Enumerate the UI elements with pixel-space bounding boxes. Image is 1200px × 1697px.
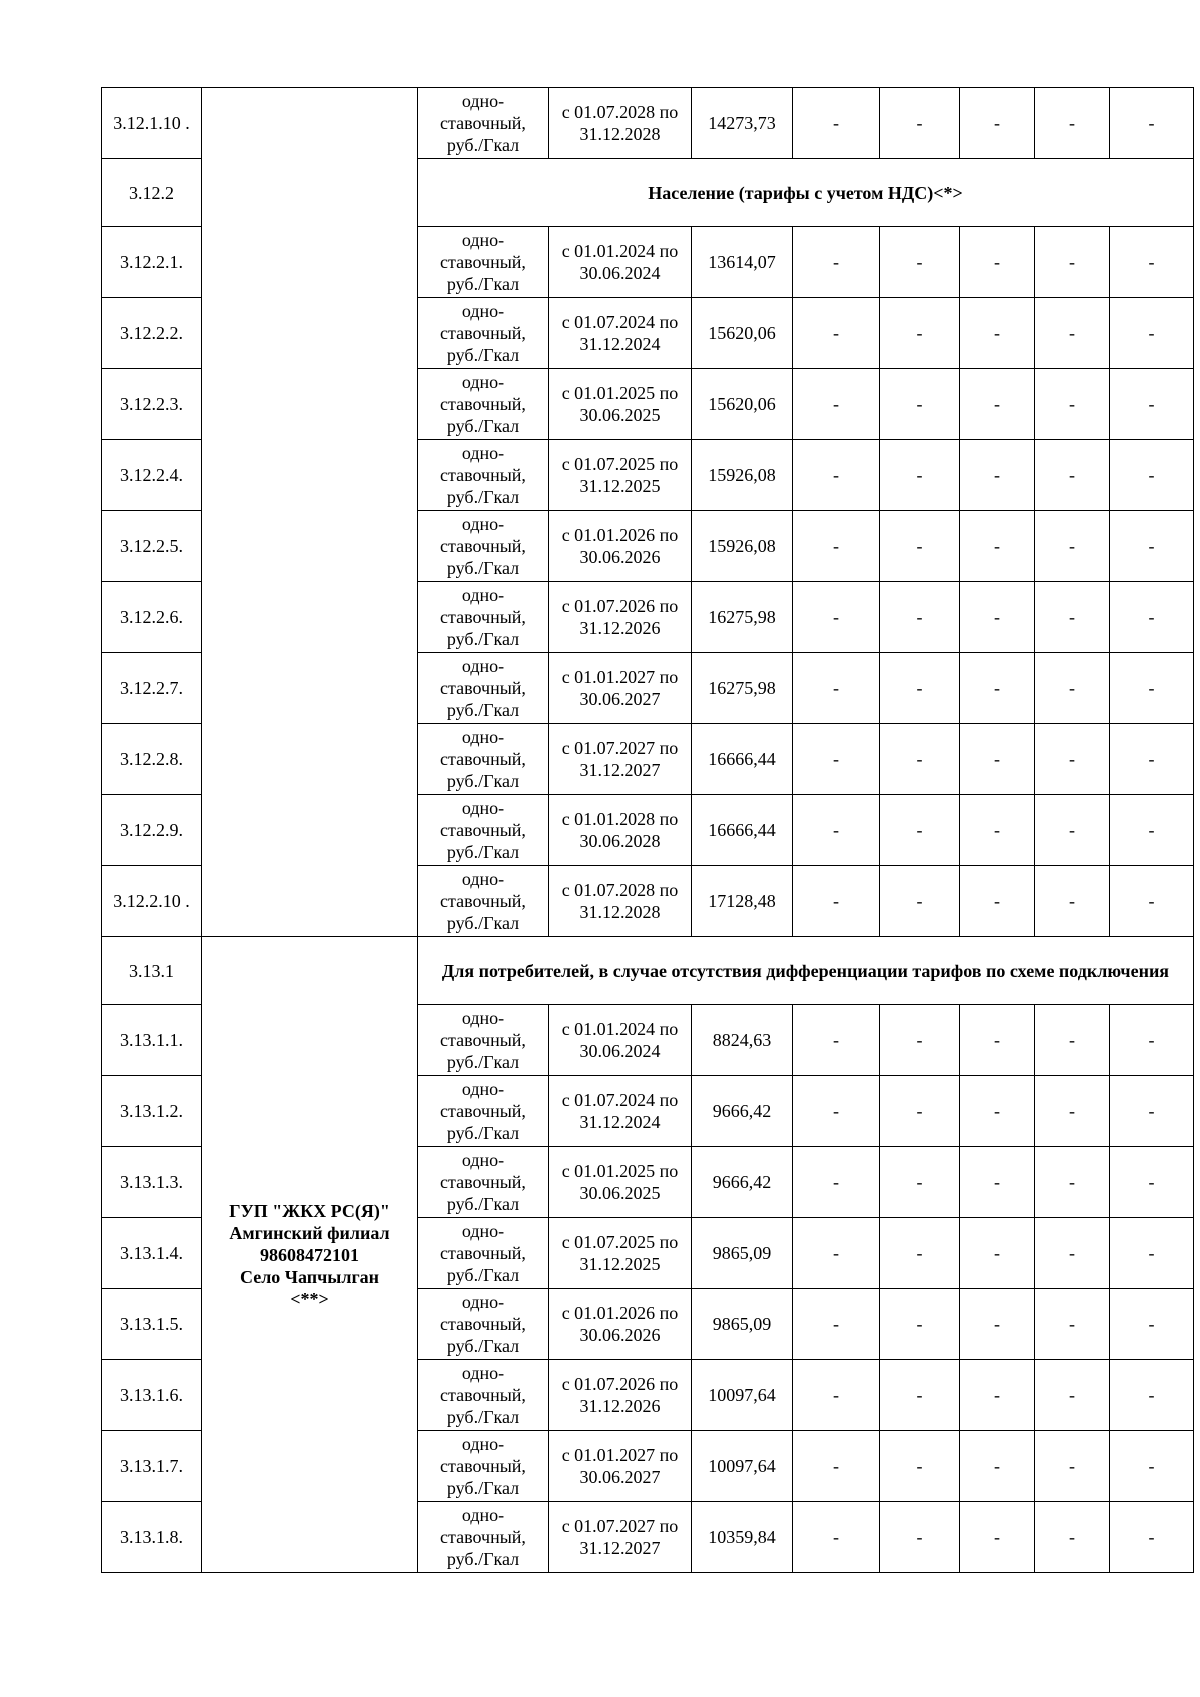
empty-value: - (960, 88, 1035, 159)
empty-value: - (793, 1076, 880, 1147)
tariff-period: с 01.01.2028 по 30.06.2028 (549, 795, 692, 866)
table-row (102, 88, 1194, 159)
row-number: 3.12.1.10 . (102, 88, 202, 159)
empty-value: - (793, 1360, 880, 1431)
row-number: 3.13.1.2. (102, 1076, 202, 1147)
empty-value: - (1110, 1147, 1194, 1218)
row-number: 3.12.2.9. (102, 795, 202, 866)
tariff-type: одно- ставочный, руб./Гкал (418, 511, 549, 582)
tariff-value: 10097,64 (692, 1431, 793, 1502)
empty-value: - (880, 88, 960, 159)
empty-value: - (880, 1005, 960, 1076)
empty-value: - (880, 1502, 960, 1573)
empty-value: - (793, 511, 880, 582)
empty-value: - (1110, 1076, 1194, 1147)
empty-value: - (1035, 369, 1110, 440)
tariff-period: с 01.01.2026 по 30.06.2026 (549, 1289, 692, 1360)
empty-value: - (793, 724, 880, 795)
empty-value: - (1035, 1431, 1110, 1502)
empty-value: - (793, 1502, 880, 1573)
organization-line: Амгинский филиал (229, 1222, 390, 1243)
row-number: 3.12.2.2. (102, 298, 202, 369)
empty-value: - (880, 1431, 960, 1502)
tariff-value: 9865,09 (692, 1289, 793, 1360)
organization-line: Село Чапчылган (240, 1266, 379, 1287)
empty-value: - (880, 511, 960, 582)
tariff-period: с 01.01.2027 по 30.06.2027 (549, 653, 692, 724)
empty-value: - (1110, 369, 1194, 440)
empty-value: - (1110, 795, 1194, 866)
tariff-value: 9865,09 (692, 1218, 793, 1289)
empty-value: - (960, 1360, 1035, 1431)
tariff-value: 10359,84 (692, 1502, 793, 1573)
row-number: 3.12.2.10 . (102, 866, 202, 937)
section-row (102, 937, 1194, 1005)
tariff-value: 9666,42 (692, 1076, 793, 1147)
empty-value: - (1110, 88, 1194, 159)
tariff-type: одно- ставочный, руб./Гкал (418, 88, 549, 159)
empty-value: - (960, 511, 1035, 582)
tariff-type: одно- ставочный, руб./Гкал (418, 653, 549, 724)
tariff-period: с 01.01.2027 по 30.06.2027 (549, 1431, 692, 1502)
tariff-period: с 01.01.2026 по 30.06.2026 (549, 511, 692, 582)
empty-value: - (1035, 795, 1110, 866)
empty-value: - (1110, 227, 1194, 298)
empty-value: - (960, 298, 1035, 369)
empty-value: - (960, 440, 1035, 511)
row-number: 3.12.2.4. (102, 440, 202, 511)
row-number: 3.13.1.1. (102, 1005, 202, 1076)
empty-value: - (1035, 1005, 1110, 1076)
tariff-type: одно- ставочный, руб./Гкал (418, 1005, 549, 1076)
empty-value: - (793, 440, 880, 511)
empty-value: - (1110, 1502, 1194, 1573)
empty-value: - (880, 1218, 960, 1289)
empty-value: - (880, 227, 960, 298)
empty-value: - (880, 298, 960, 369)
row-number: 3.13.1.4. (102, 1218, 202, 1289)
empty-value: - (880, 1289, 960, 1360)
empty-value: - (1110, 866, 1194, 937)
empty-value: - (960, 1005, 1035, 1076)
empty-value: - (1035, 1076, 1110, 1147)
tariff-value: 16666,44 (692, 724, 793, 795)
tariff-value: 15926,08 (692, 511, 793, 582)
empty-value: - (1110, 511, 1194, 582)
empty-value: - (960, 1218, 1035, 1289)
tariff-type: одно- ставочный, руб./Гкал (418, 795, 549, 866)
empty-value: - (793, 88, 880, 159)
tariff-period: с 01.07.2024 по 31.12.2024 (549, 298, 692, 369)
tariff-period: с 01.07.2027 по 31.12.2027 (549, 1502, 692, 1573)
organization-cell (202, 937, 418, 1573)
tariff-type: одно- ставочный, руб./Гкал (418, 866, 549, 937)
tariff-type: одно- ставочный, руб./Гкал (418, 582, 549, 653)
tariff-value: 16275,98 (692, 653, 793, 724)
tariff-period: с 01.01.2025 по 30.06.2025 (549, 1147, 692, 1218)
empty-value: - (1035, 1218, 1110, 1289)
tariff-type: одно- ставочный, руб./Гкал (418, 298, 549, 369)
organization-cell (202, 88, 418, 937)
tariff-period: с 01.07.2025 по 31.12.2025 (549, 1218, 692, 1289)
empty-value: - (880, 724, 960, 795)
row-number: 3.13.1.6. (102, 1360, 202, 1431)
empty-value: - (793, 866, 880, 937)
empty-value: - (960, 582, 1035, 653)
tariff-type: одно- ставочный, руб./Гкал (418, 1218, 549, 1289)
empty-value: - (1110, 1360, 1194, 1431)
row-number: 3.13.1.5. (102, 1289, 202, 1360)
row-number: 3.13.1.3. (102, 1147, 202, 1218)
tariff-type: одно- ставочный, руб./Гкал (418, 369, 549, 440)
organization-line: 98608472101 (260, 1244, 359, 1265)
empty-value: - (1110, 582, 1194, 653)
empty-value: - (793, 1289, 880, 1360)
empty-value: - (880, 866, 960, 937)
empty-value: - (1110, 724, 1194, 795)
empty-value: - (1110, 440, 1194, 511)
empty-value: - (1110, 1431, 1194, 1502)
empty-value: - (793, 1431, 880, 1502)
row-number: 3.13.1.8. (102, 1502, 202, 1573)
empty-value: - (880, 1147, 960, 1218)
empty-value: - (960, 1431, 1035, 1502)
row-number: 3.12.2.3. (102, 369, 202, 440)
empty-value: - (1035, 227, 1110, 298)
tariff-value: 13614,07 (692, 227, 793, 298)
empty-value: - (1035, 653, 1110, 724)
tariff-type: одно- ставочный, руб./Гкал (418, 1502, 549, 1573)
empty-value: - (1035, 88, 1110, 159)
empty-value: - (1035, 511, 1110, 582)
tariff-value: 16275,98 (692, 582, 793, 653)
empty-value: - (960, 1502, 1035, 1573)
empty-value: - (960, 724, 1035, 795)
tariff-value: 8824,63 (692, 1005, 793, 1076)
empty-value: - (1110, 298, 1194, 369)
tariff-type: одно- ставочный, руб./Гкал (418, 227, 549, 298)
empty-value: - (1035, 724, 1110, 795)
tariff-period: с 01.07.2027 по 31.12.2027 (549, 724, 692, 795)
tariff-value: 15926,08 (692, 440, 793, 511)
row-number: 3.12.2 (102, 159, 202, 227)
table-body (102, 88, 1194, 1573)
tariff-type: одно- ставочный, руб./Гкал (418, 440, 549, 511)
empty-value: - (960, 1289, 1035, 1360)
tariff-value: 15620,06 (692, 298, 793, 369)
tariff-period: с 01.07.2026 по 31.12.2026 (549, 582, 692, 653)
empty-value: - (1035, 440, 1110, 511)
empty-value: - (1110, 653, 1194, 724)
tariff-value: 14273,73 (692, 88, 793, 159)
tariff-value: 15620,06 (692, 369, 793, 440)
empty-value: - (1035, 582, 1110, 653)
empty-value: - (1035, 1502, 1110, 1573)
organization-line: <**> (290, 1288, 329, 1309)
empty-value: - (793, 1147, 880, 1218)
row-number: 3.13.1 (102, 937, 202, 1005)
row-number: 3.12.2.8. (102, 724, 202, 795)
empty-value: - (880, 582, 960, 653)
empty-value: - (1035, 1289, 1110, 1360)
empty-value: - (960, 1147, 1035, 1218)
tariff-period: с 01.01.2024 по 30.06.2024 (549, 1005, 692, 1076)
tariff-period: с 01.07.2028 по 31.12.2028 (549, 88, 692, 159)
empty-value: - (793, 1218, 880, 1289)
tariff-period: с 01.01.2024 по 30.06.2024 (549, 227, 692, 298)
row-number: 3.12.2.1. (102, 227, 202, 298)
empty-value: - (793, 1005, 880, 1076)
tariff-value: 17128,48 (692, 866, 793, 937)
empty-value: - (880, 653, 960, 724)
tariff-type: одно- ставочный, руб./Гкал (418, 724, 549, 795)
section-title: Население (тарифы с учетом НДС)<*> (418, 159, 1194, 227)
empty-value: - (793, 369, 880, 440)
tariff-type: одно- ставочный, руб./Гкал (418, 1076, 549, 1147)
row-number: 3.12.2.6. (102, 582, 202, 653)
tariff-value: 10097,64 (692, 1360, 793, 1431)
tariff-type: одно- ставочный, руб./Гкал (418, 1289, 549, 1360)
empty-value: - (960, 866, 1035, 937)
empty-value: - (960, 1076, 1035, 1147)
empty-value: - (793, 795, 880, 866)
tariff-period: с 01.07.2024 по 31.12.2024 (549, 1076, 692, 1147)
tariff-period: с 01.07.2025 по 31.12.2025 (549, 440, 692, 511)
tariff-table (101, 87, 1194, 1573)
empty-value: - (793, 653, 880, 724)
tariff-period: с 01.07.2026 по 31.12.2026 (549, 1360, 692, 1431)
empty-value: - (1035, 866, 1110, 937)
empty-value: - (880, 440, 960, 511)
empty-value: - (880, 1360, 960, 1431)
empty-value: - (880, 369, 960, 440)
empty-value: - (960, 653, 1035, 724)
row-number: 3.12.2.5. (102, 511, 202, 582)
tariff-value: 16666,44 (692, 795, 793, 866)
empty-value: - (960, 795, 1035, 866)
tariff-value: 9666,42 (692, 1147, 793, 1218)
tariff-period: с 01.01.2025 по 30.06.2025 (549, 369, 692, 440)
tariff-type: одно- ставочный, руб./Гкал (418, 1431, 549, 1502)
tariff-type: одно- ставочный, руб./Гкал (418, 1360, 549, 1431)
empty-value: - (1110, 1218, 1194, 1289)
empty-value: - (793, 298, 880, 369)
empty-value: - (880, 1076, 960, 1147)
empty-value: - (960, 227, 1035, 298)
tariff-type: одно- ставочный, руб./Гкал (418, 1147, 549, 1218)
empty-value: - (880, 795, 960, 866)
empty-value: - (793, 582, 880, 653)
empty-value: - (1035, 1360, 1110, 1431)
row-number: 3.12.2.7. (102, 653, 202, 724)
section-title: Для потребителей, в случае отсутствия дифференциации тарифов по схеме подключения (418, 937, 1194, 1005)
tariff-period: с 01.07.2028 по 31.12.2028 (549, 866, 692, 937)
empty-value: - (1110, 1005, 1194, 1076)
organization-line: ГУП "ЖКХ РС(Я)" (229, 1200, 390, 1221)
empty-value: - (1035, 298, 1110, 369)
empty-value: - (1110, 1289, 1194, 1360)
row-number: 3.13.1.7. (102, 1431, 202, 1502)
empty-value: - (1035, 1147, 1110, 1218)
empty-value: - (793, 227, 880, 298)
empty-value: - (960, 369, 1035, 440)
